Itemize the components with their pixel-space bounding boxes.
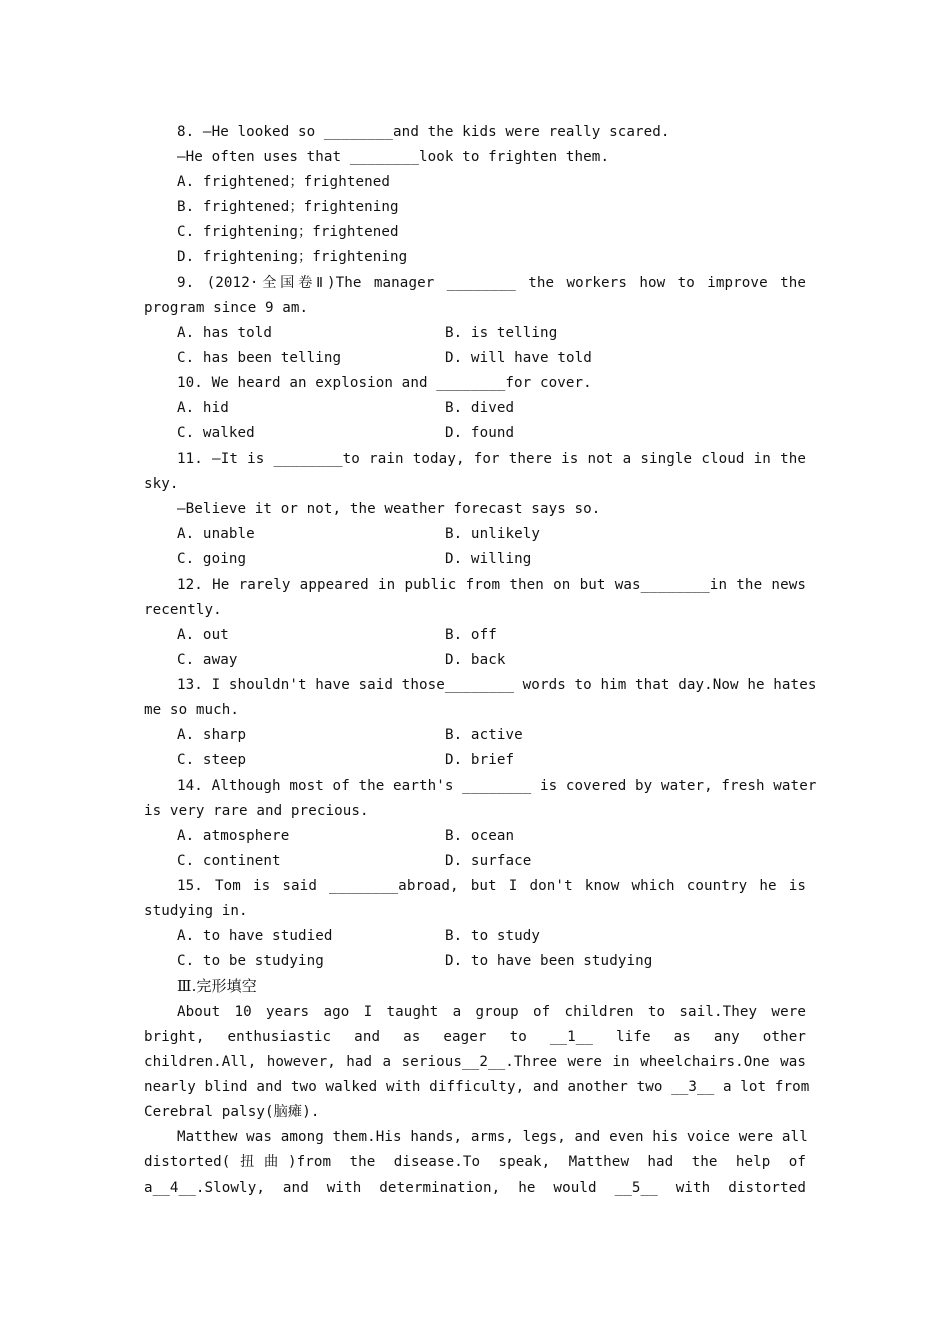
question-10-option-a: A. hid <box>177 400 229 416</box>
question-14-option-c: C. continent <box>177 853 281 869</box>
question-12-stem: 12. He rarely appeared in public from then on but was________in the news <box>177 577 806 593</box>
question-11-stem-2: sky. <box>144 476 179 492</box>
question-11-option-a: A. unable <box>177 526 255 542</box>
question-9-option-a: A. has told <box>177 325 273 341</box>
question-13-option-a: A. sharp <box>177 727 247 743</box>
question-11-stem-3: —Believe it or not, the weather forecast says so. <box>177 501 601 517</box>
cloze-paragraph-1-line: About 10 years ago I taught a group of children to sail.They were <box>177 1004 806 1020</box>
cloze-paragraph-1-line: bright, enthusiastic and as eager to __1__ life as any other <box>144 1029 806 1045</box>
question-13-stem-2: me so much. <box>144 702 240 718</box>
cloze-paragraph-2-line: a__4__.Slowly, and with determination, he would __5__ with distorted <box>144 1180 806 1196</box>
question-8-stem-2: —He often uses that ________look to frighten them. <box>177 149 610 165</box>
question-9-option-d: D. will have told <box>445 350 592 366</box>
question-9-option-c: C. has been telling <box>177 350 342 366</box>
question-11-option-c: C. going <box>177 551 247 567</box>
question-9-option-b: B. is telling <box>445 325 558 341</box>
question-13-option-d: D. brief <box>445 752 515 768</box>
question-14-option-b: B. ocean <box>445 828 515 844</box>
question-8-option-b: B. frightened；frightening <box>177 199 399 215</box>
question-10-option-d: D. found <box>445 425 515 441</box>
question-10-option-c: C. walked <box>177 425 255 441</box>
cloze-paragraph-1-line: children.All, however, had a serious__2__.Three were in wheelchairs.One was <box>144 1054 806 1070</box>
question-15-stem: 15. Tom is said ________abroad, but I don't know which country he is <box>177 878 806 894</box>
cloze-paragraph-2-line: distorted(扭曲)from the disease.To speak, Matthew had the help of <box>144 1154 806 1170</box>
question-10-stem: 10. We heard an explosion and ________for cover. <box>177 375 592 391</box>
question-15-option-d: D. to have been studying <box>445 953 653 969</box>
question-10-option-b: B. dived <box>445 400 515 416</box>
question-11-option-d: D. willing <box>445 551 532 567</box>
question-8-option-d: D. frightening；frightening <box>177 249 408 265</box>
question-11-option-b: B. unlikely <box>445 526 541 542</box>
question-12-stem-2: recently. <box>144 602 222 618</box>
question-12-option-d: D. back <box>445 652 506 668</box>
question-14-option-d: D. surface <box>445 853 532 869</box>
section-3-heading: Ⅲ.完形填空 <box>177 977 257 995</box>
question-15-option-c: C. to be studying <box>177 953 324 969</box>
question-8-option-c: C. frightening；frightened <box>177 224 399 240</box>
question-9-stem: 9. (2012·全国卷Ⅱ)The manager ________ the workers how to improve the <box>177 275 806 291</box>
question-8-option-a: A. frightened；frightened <box>177 174 391 190</box>
cloze-paragraph-1-line: Cerebral palsy(脑瘫). <box>144 1104 320 1120</box>
question-15-stem-2: studying in. <box>144 903 248 919</box>
question-13-stem: 13. I shouldn't have said those________ words to him that day.Now he hates <box>177 677 817 693</box>
question-13-option-c: C. steep <box>177 752 247 768</box>
question-12-option-a: A. out <box>177 627 229 643</box>
question-9-stem-2: program since 9 am. <box>144 300 309 316</box>
question-14-option-a: A. atmosphere <box>177 828 290 844</box>
cloze-paragraph-2-line: Matthew was among them.His hands, arms, legs, and even his voice were all <box>177 1129 808 1145</box>
question-15-option-a: A. to have studied <box>177 928 333 944</box>
question-11-stem: 11. —It is ________to rain today, for there is not a single cloud in the <box>177 451 806 467</box>
question-14-stem: 14. Although most of the earth's ________ is covered by water, fresh water <box>177 778 817 794</box>
question-13-option-b: B. active <box>445 727 523 743</box>
question-12-option-b: B. off <box>445 627 497 643</box>
cloze-paragraph-1-line: nearly blind and two walked with difficulty, and another two __3__ a lot from <box>144 1079 810 1095</box>
question-14-stem-2: is very rare and precious. <box>144 803 369 819</box>
question-15-option-b: B. to study <box>445 928 541 944</box>
question-12-option-c: C. away <box>177 652 238 668</box>
question-8-stem: 8. —He looked so ________and the kids were really scared. <box>177 124 670 140</box>
